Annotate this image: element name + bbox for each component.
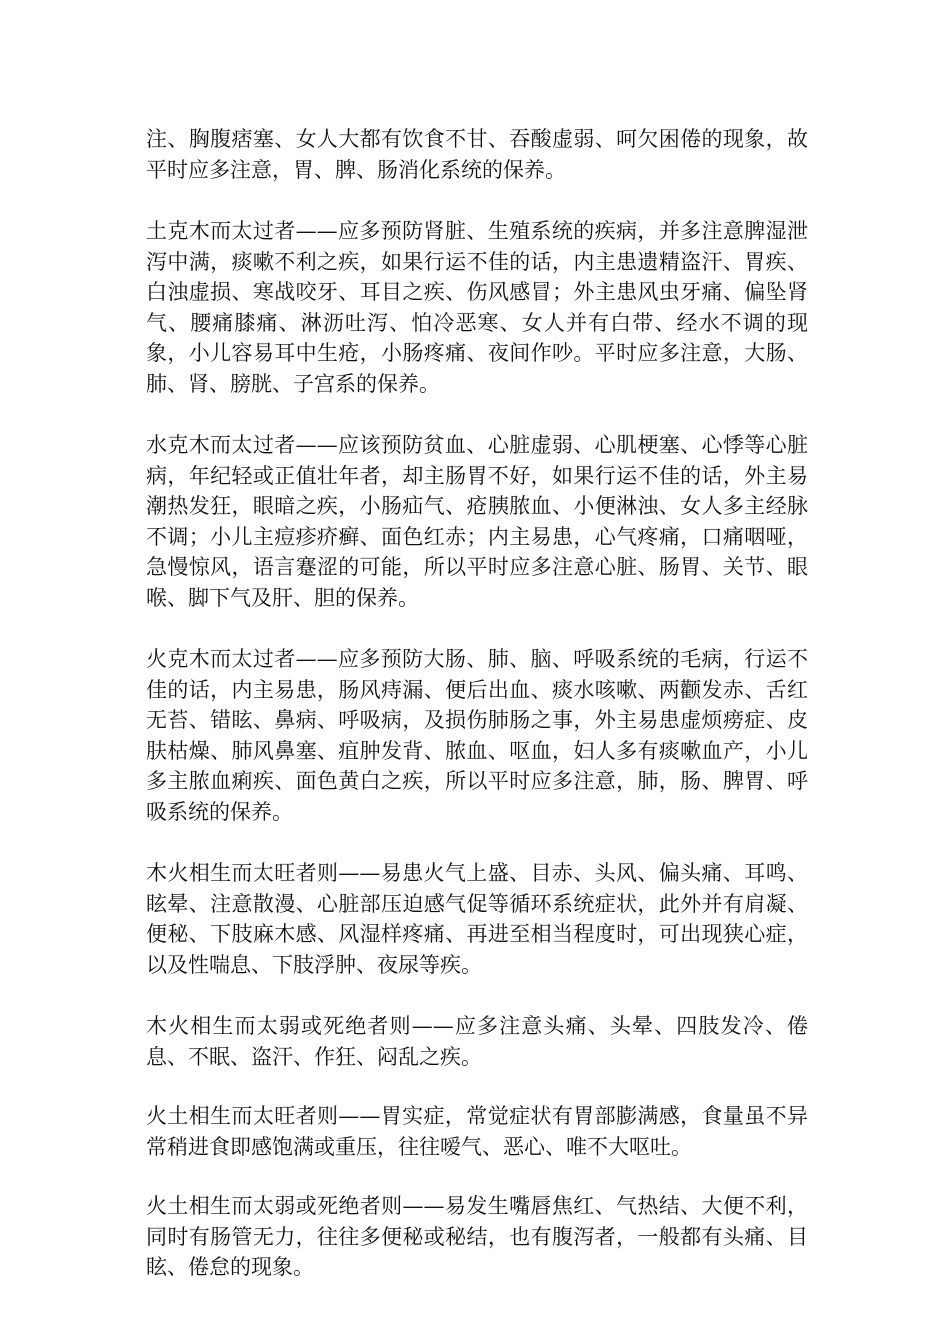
document-page <box>146 124 808 1314</box>
paragraph-8: 火土相生而太弱或死绝者则——易发生嘴唇焦红、气热结、大便不利，同时有肠管无力，往往多便秘或秘结，也有腹泻者，一般都有头痛、目眩、倦怠的现象。 <box>146 1194 808 1279</box>
paragraph-5: 木火相生而太旺者则——易患火气上盛、目赤、头风、偏头痛、耳鸣、眩晕、注意散漫、心脏部压迫感气促等循环系统症状，此外并有肩凝、便秘、下肢麻木感、风湿样疼痛、再进至相当程度时，可出现狭心症，以及性喘息、下肢浮肿、夜尿等疾。 <box>146 861 808 977</box>
paragraph-3: 水克木而太过者——应该预防贫血、心脏虚弱、心肌梗塞、心悸等心脏病，年纪轻或正值壮年者，却主肠胃不好，如果行运不佳的话，外主易潮热发狂，眼暗之疾，小肠疝气、疮胰脓血、小便淋浊、女人多主经脉不调；小儿主痘疹疥癣、面色红赤；内主易患，心气疼痛，口痛咽哑，急慢惊风，语言蹇涩的可能，所以平时应多注意心脏、肠胃、关节、眼喉、脚下气及肝、胆的保养。 <box>146 433 808 610</box>
paragraph-4: 火克木而太过者——应多预防大肠、肺、脑、呼吸系统的毛病，行运不佳的话，内主易患，肠风痔漏、便后出血、痰水咳嗽、两颧发赤、舌红无苔、错眩、鼻病、呼吸病，及损伤肺肠之事，外主易患虚烦痨症、皮肤枯燥、肺风鼻塞、疽肿发背、脓血、呕血，妇人多有痰嗽血产，小儿多主脓血痢疾、面色黄白之疾，所以平时应多注意，肺，肠、脾胃、呼吸系统的保养。 <box>146 647 808 824</box>
paragraph-6: 木火相生而太弱或死绝者则——应多注意头痛、头晕、四肢发冷、倦息、不眠、盗汗、作狂、闷乱之疾。 <box>146 1014 808 1069</box>
paragraph-1: 注、胸腹痞塞、女人大都有饮食不甘、吞酸虚弱、呵欠困倦的现象，故平时应多注意，胃、脾、肠消化系统的保养。 <box>146 127 808 182</box>
paragraph-2: 土克木而太过者——应多预防肾脏、生殖系统的疾病，并多注意脾湿泄泻中满，痰嗽不利之疾，如果行运不佳的话，内主患遗精盗汗、胃疾、白浊虚损、寒战咬牙、耳目之疾、伤风感冒；外主患风虫牙痛、偏坠肾气、腰痛膝痛、淋沥吐泻、怕冷恶寒、女人并有白带、经水不调的现象，小儿容易耳中生疮，小肠疼痛、夜间作吵。平时应多注意，大肠、肺、肾、膀胱、子宫系的保养。 <box>146 219 808 396</box>
paragraph-7: 火土相生而太旺者则——胃实症，常觉症状有胃部膨满感，食量虽不异常稍进食即感饱满或重压，往往嗳气、恶心、唯不大呕吐。 <box>146 1104 808 1159</box>
